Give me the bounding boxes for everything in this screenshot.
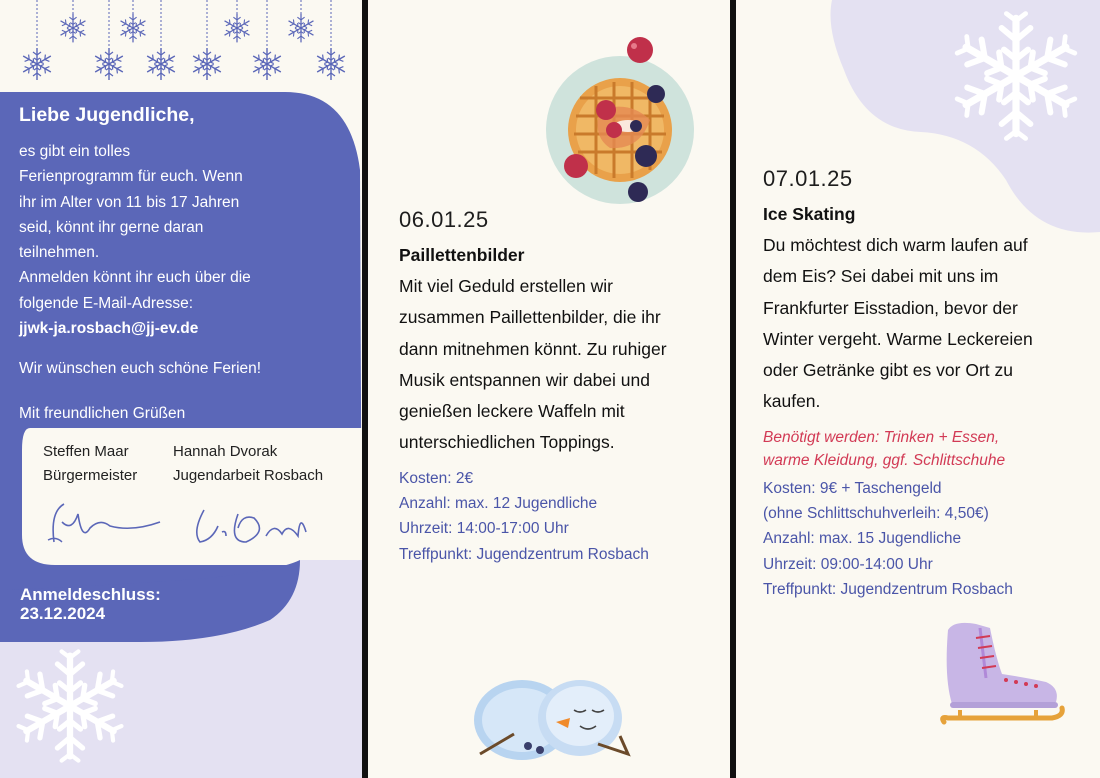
intro-line: es gibt ein tolles [19, 143, 131, 160]
intro-line: Ferienprogramm für euch. Wenn [19, 168, 243, 186]
event-info [399, 466, 719, 567]
ice-skate-icon [936, 618, 1066, 736]
description-line: oder Getränke gibt es vor Ort zu [763, 360, 1013, 381]
event-date: 06.01.25 [399, 207, 489, 232]
event-panel-2 [736, 0, 1100, 778]
email-link[interactable]: jjwk-ja.rosbach@jj-ev.de [19, 320, 199, 338]
info-line: Treffpunkt: Jugendzentrum Rosbach [399, 545, 649, 563]
deadline-block [20, 585, 161, 623]
description-line: dem Eis? Sei dabei mit uns im [763, 266, 999, 287]
event-date: 07.01.25 [763, 166, 853, 191]
intro-line: teilnehmen. [19, 244, 100, 262]
info-line: Treffpunkt: Jugendzentrum Rosbach [763, 580, 1013, 598]
requirements-note [763, 426, 1093, 472]
event-info [763, 476, 1093, 602]
description-line: dann mitnehmen könnt. Zu ruhiger [399, 338, 667, 359]
description-line: Musik entspannen wir dabei und [399, 369, 650, 390]
greeting-heading: Liebe Jugendliche, [19, 104, 195, 126]
info-line: Kosten: 2€ [399, 470, 474, 487]
event-panel-1 [368, 0, 730, 778]
intro-line: folgende E-Mail-Adresse: [19, 294, 194, 312]
info-line: Kosten: 9€ + Taschengeld [763, 480, 942, 497]
info-line: (ohne Schlittschuhverleih: 4,50€) [763, 505, 989, 523]
intro-line: Anmelden könnt ihr euch über die [19, 269, 251, 287]
signer-1 [43, 440, 137, 487]
info-line: Anzahl: max. 15 Jugendliche [763, 530, 962, 548]
event-description [763, 230, 1093, 418]
description-line: Winter vergeht. Warme Leckereien [763, 328, 1033, 349]
signer-name: Steffen Maar [43, 443, 129, 460]
info-line: Uhrzeit: 14:00-17:00 Uhr [399, 520, 569, 538]
description-line: Du möchtest dich warm laufen auf [763, 235, 1028, 255]
description-line: unterschiedlichen Toppings. [399, 432, 615, 453]
regards-text: Mit freundlichen Grüßen [19, 405, 186, 422]
signer-role: Jugendarbeit Rosbach [173, 466, 324, 484]
note-line: Benötigt werden: Trinken + Essen, [763, 429, 1000, 446]
waffle-icon [544, 36, 700, 208]
event-title: Ice Skating [763, 204, 856, 224]
description-line: zusammen Paillettenbilder, die ihr [399, 307, 661, 328]
signer-role: Bürgermeister [43, 466, 138, 484]
deadline-date: 23.12.2024 [20, 604, 106, 623]
description-line: genießen leckere Waffeln mit [399, 401, 625, 422]
description-line: kaufen. [763, 391, 821, 412]
deadline-label: Anmeldeschluss: [20, 585, 161, 604]
snowflake-icon [936, 0, 1100, 164]
wish-text: Wir wünschen euch schöne Ferien! [19, 360, 262, 377]
intro-panel [0, 0, 362, 778]
info-line: Uhrzeit: 09:00-14:00 Uhr [763, 555, 933, 573]
signature-icon [42, 492, 322, 554]
signer-name: Hannah Dvorak [173, 443, 278, 460]
intro-line: seid, könnt ihr gerne daran [19, 218, 204, 236]
info-line: Anzahl: max. 12 Jugendliche [399, 495, 598, 513]
event-description [399, 271, 719, 459]
event-title: Paillettenbilder [399, 245, 525, 265]
snowflake-icon [8, 644, 138, 778]
signer-2 [173, 440, 323, 487]
intro-text [19, 139, 349, 341]
description-line: Mit viel Geduld erstellen wir [399, 276, 613, 296]
description-line: Frankfurter Eisstadion, bevor der [763, 297, 1018, 318]
snowman-icon [468, 666, 638, 766]
note-line: warme Kleidung, ggf. Schlittschuhe [763, 452, 1006, 469]
hanging-snowflakes-icon [15, 0, 355, 85]
intro-line: ihr im Alter von 11 bis 17 Jahren [19, 193, 240, 211]
